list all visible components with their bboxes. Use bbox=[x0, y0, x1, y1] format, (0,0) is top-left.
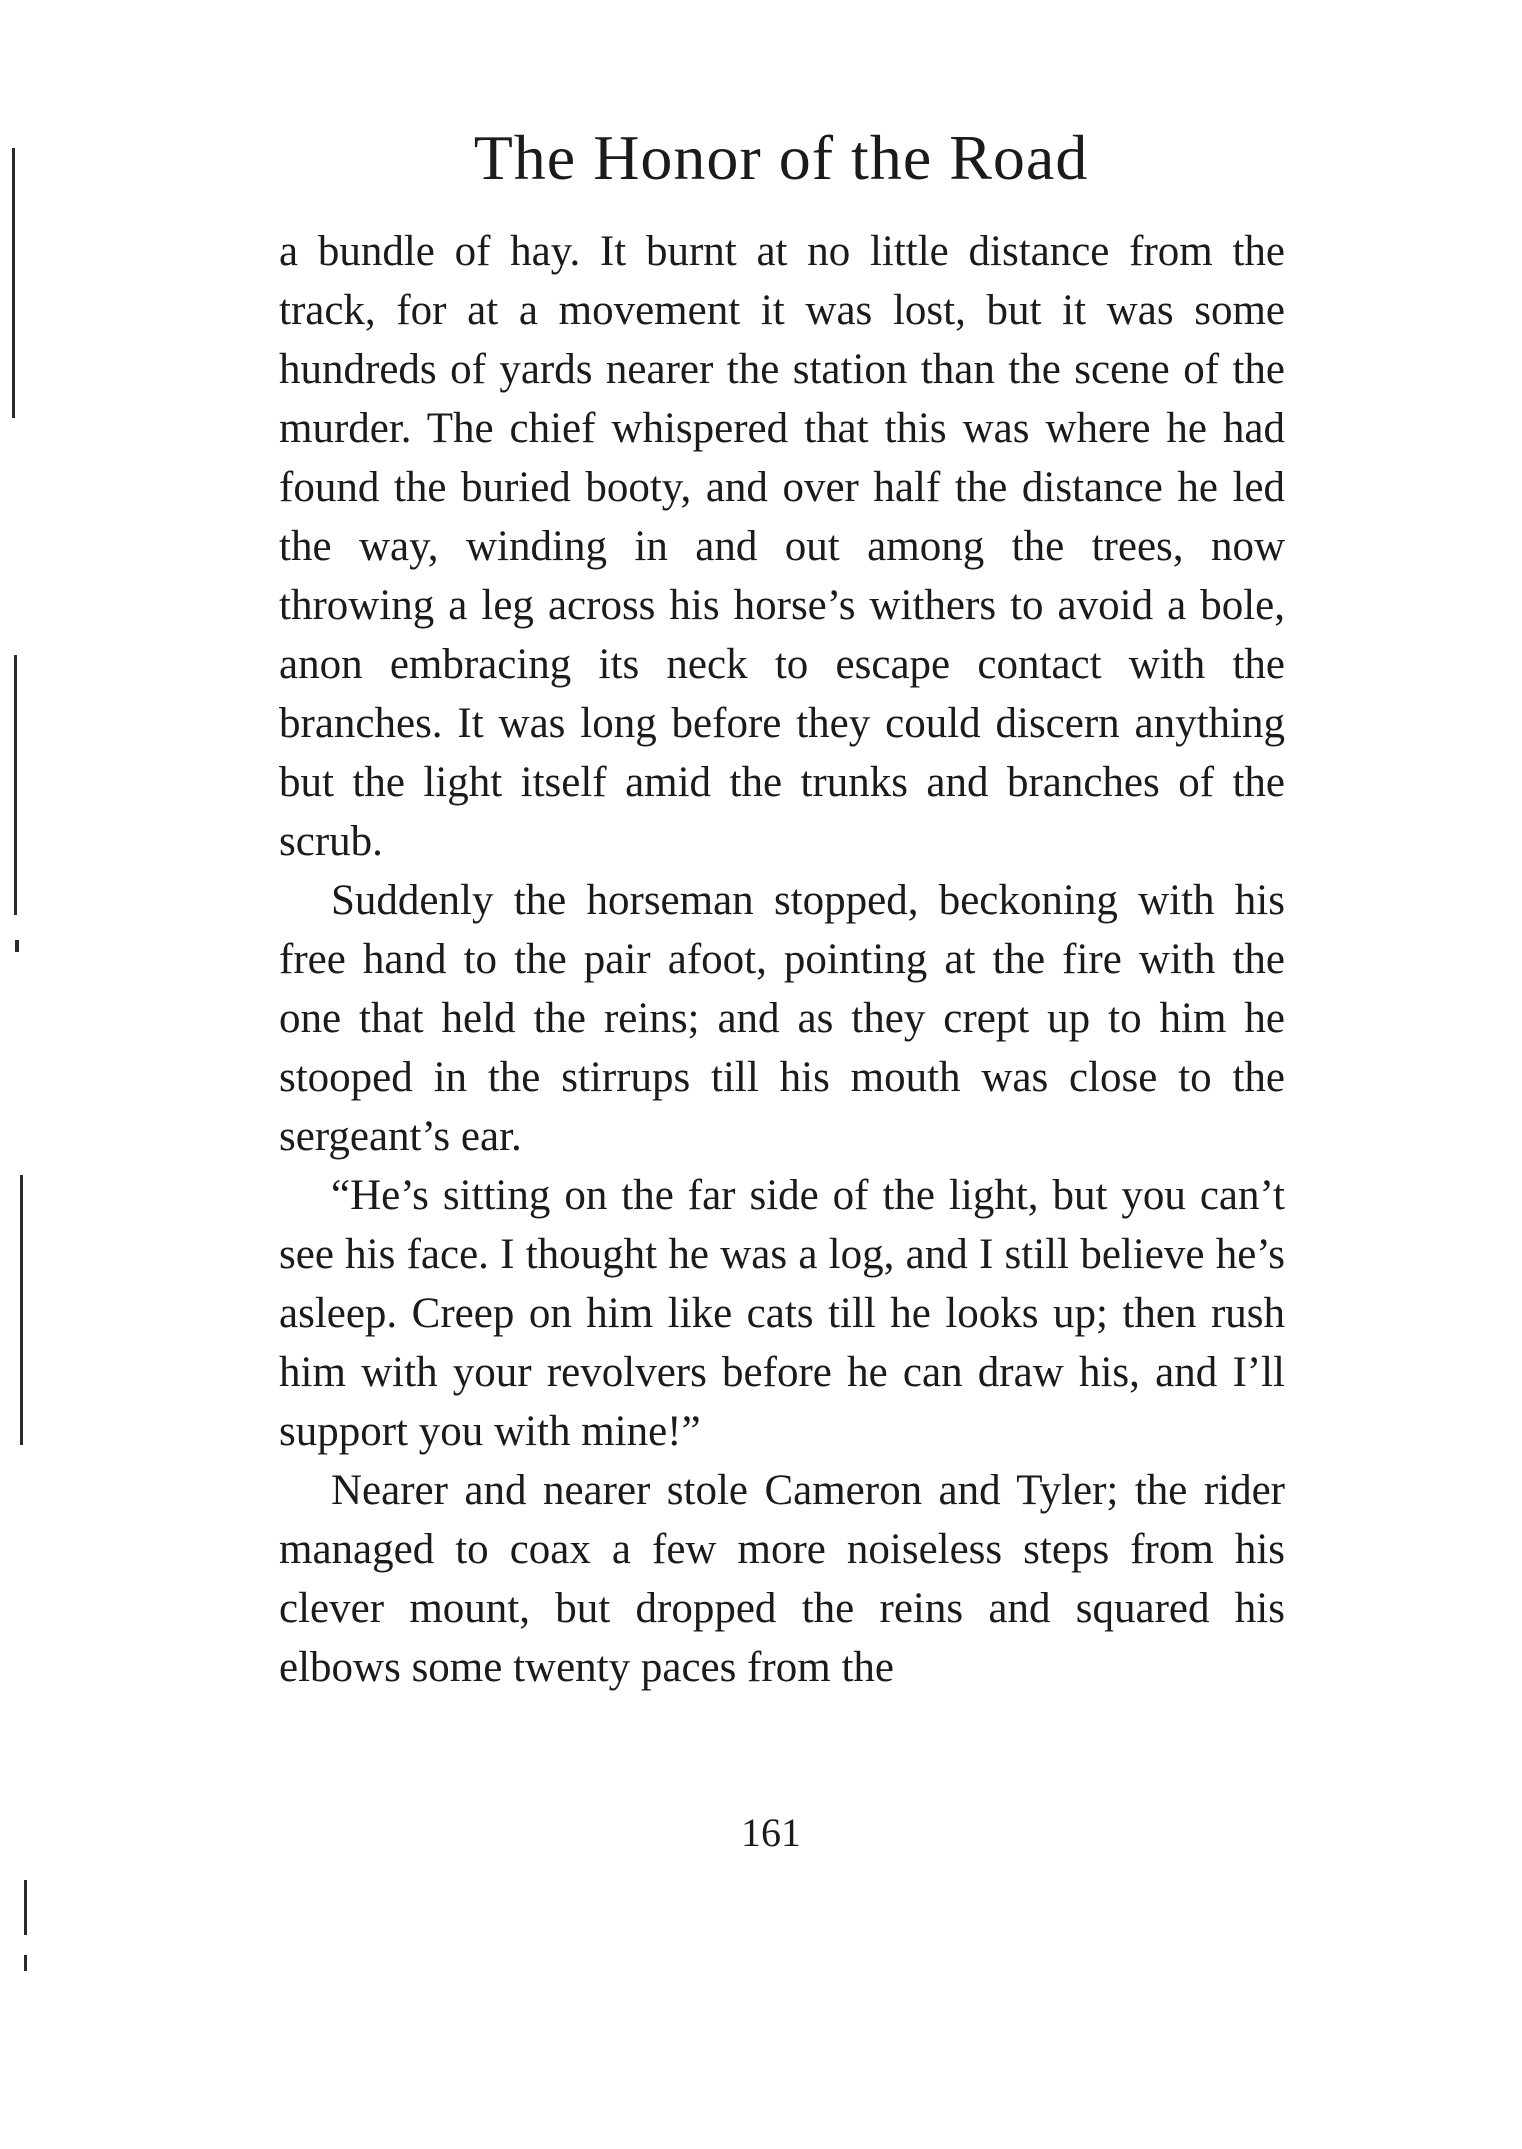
page-number: 161 bbox=[741, 1810, 801, 1855]
scan-mark bbox=[14, 655, 17, 915]
paragraph-3: “He’s sitting on the far side of the light, but you can’t see his face. I thought he was a log, and I still believe he’s asleep. Creep on him like cats till he looks up; then rush him with your revolvers before he can draw his, and I’ll support you with mine!” bbox=[279, 1172, 1285, 1455]
paragraph-1: a bundle of hay. It burnt at no little distance from the track, for at a movement it was lost, but it was some hundreds of yards nearer the station than the scene of the murder. The chief whispered that this was where he had found the buried booty, and over half the distance he led the way, winding in and out among the trees, now throwing a leg across his horse’s withers to avoid a bole, anon embracing its neck to escape contact with the branches. It was long before they could discern anything but the light itself amid the trunks and branches of the scrub. bbox=[279, 228, 1285, 865]
scan-mark bbox=[20, 1175, 23, 1445]
scan-mark bbox=[12, 148, 15, 418]
scan-mark bbox=[24, 1955, 27, 1971]
body-text bbox=[279, 222, 1285, 1697]
scan-mark bbox=[15, 940, 19, 952]
paragraph-4: Nearer and nearer stole Cameron and Tyler; the rider managed to coax a few more noiseless steps from his clever mount, but dropped the reins and squared his elbows some twenty paces from the bbox=[279, 1467, 1285, 1691]
scan-mark bbox=[24, 1880, 27, 1935]
paragraph-2: Suddenly the horseman stopped, beckoning with his free hand to the pair afoot, pointing at the fire with the one that held the reins; and as they crept up to him he stooped in the stirrups till his mouth was close to the sergeant’s ear. bbox=[279, 877, 1285, 1160]
running-title: The Honor of the Road bbox=[473, 122, 1089, 193]
